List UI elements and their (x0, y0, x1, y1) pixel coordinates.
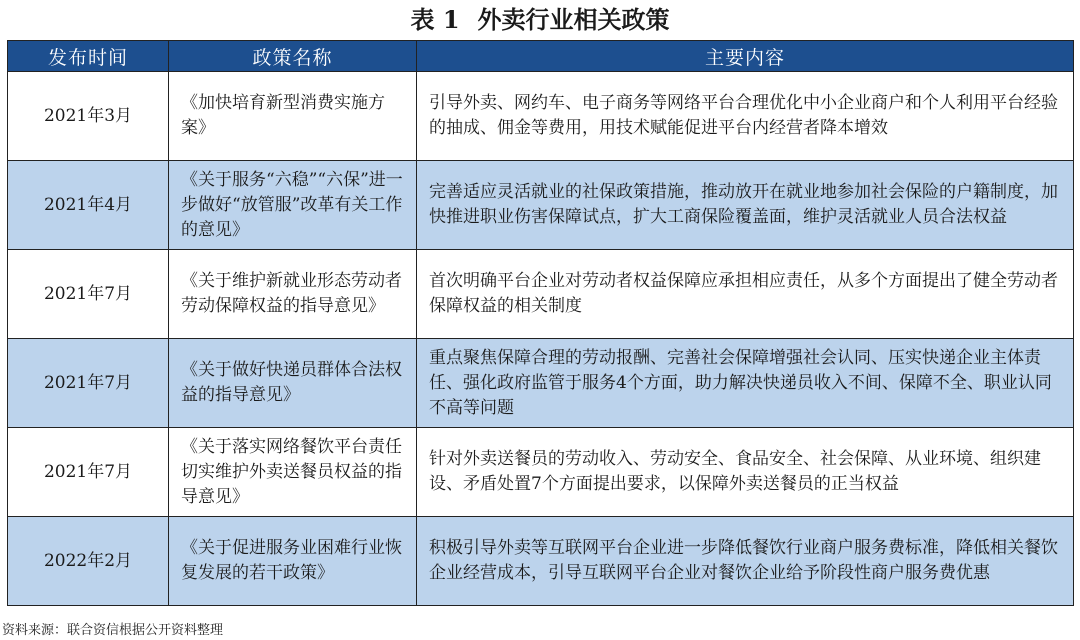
caption-title: 外卖行业相关政策 (477, 5, 670, 34)
row-content: 针对外卖送餐员的劳动收入、劳动安全、食品安全、社会保障、从业环境、组织建设、矛盾处置7个方面提出要求，以保障外卖送餐员的正当权益 (417, 428, 1074, 517)
row-date: 2022年2月 (8, 517, 169, 606)
row-policy-name: 《关于促进服务业困难行业恢复发展的若干政策》 (169, 517, 417, 606)
row-date: 2021年4月 (8, 161, 169, 250)
source-note: 资料来源：联合资信根据公开资料整理 (2, 623, 224, 638)
row-policy-name: 《关于做好快递员群体合法权益的指导意见》 (169, 339, 417, 428)
policy-table (7, 40, 1074, 606)
row-date: 2021年7月 (8, 250, 169, 339)
table-header-row (8, 41, 1074, 72)
row-date: 2021年7月 (8, 339, 169, 428)
row-policy-name: 《加快培育新型消费实施方案》 (169, 72, 417, 161)
row-date: 2021年3月 (8, 72, 169, 161)
row-policy-name: 《关于落实网络餐饮平台责任切实维护外卖送餐员权益的指导意见》 (169, 428, 417, 517)
table-row (8, 428, 1074, 517)
table-row (8, 161, 1074, 250)
row-policy-name: 《关于服务“六稳”“六保”进一步做好“放管服”改革有关工作的意见》 (169, 161, 417, 250)
table-row (8, 72, 1074, 161)
row-content: 完善适应灵活就业的社保政策措施，推动放开在就业地参加社会保险的户籍制度，加快推进职业伤害保障试点，扩大工商保险覆盖面，维护灵活就业人员合法权益 (417, 161, 1074, 250)
row-content: 重点聚焦保障合理的劳动报酬、完善社会保障增强社会认同、压实快递企业主体责任、强化政府监管于服务4个方面，助力解决快递员收入不间、保障不全、职业认同不高等问题 (417, 339, 1074, 428)
header-content: 主要内容 (417, 41, 1074, 72)
row-content: 引导外卖、网约车、电子商务等网络平台合理优化中小企业商户和个人利用平台经验的抽成、佣金等费用，用技术赋能促进平台内经营者降本增效 (417, 72, 1074, 161)
header-date: 发布时间 (8, 41, 169, 72)
row-date: 2021年7月 (8, 428, 169, 517)
row-content: 首次明确平台企业对劳动者权益保障应承担相应责任，从多个方面提出了健全劳动者保障权益的相关制度 (417, 250, 1074, 339)
row-content: 积极引导外卖等互联网平台企业进一步降低餐饮行业商户服务费标准，降低相关餐饮企业经营成本，引导互联网平台企业对餐饮企业给予阶段性商户服务费优惠 (417, 517, 1074, 606)
table-row (8, 517, 1074, 606)
table-caption (0, 0, 1080, 40)
header-policy-name: 政策名称 (169, 41, 417, 72)
table-row (8, 339, 1074, 428)
caption-number: 表 1 (410, 5, 460, 34)
row-policy-name: 《关于维护新就业形态劳动者劳动保障权益的指导意见》 (169, 250, 417, 339)
table-row (8, 250, 1074, 339)
